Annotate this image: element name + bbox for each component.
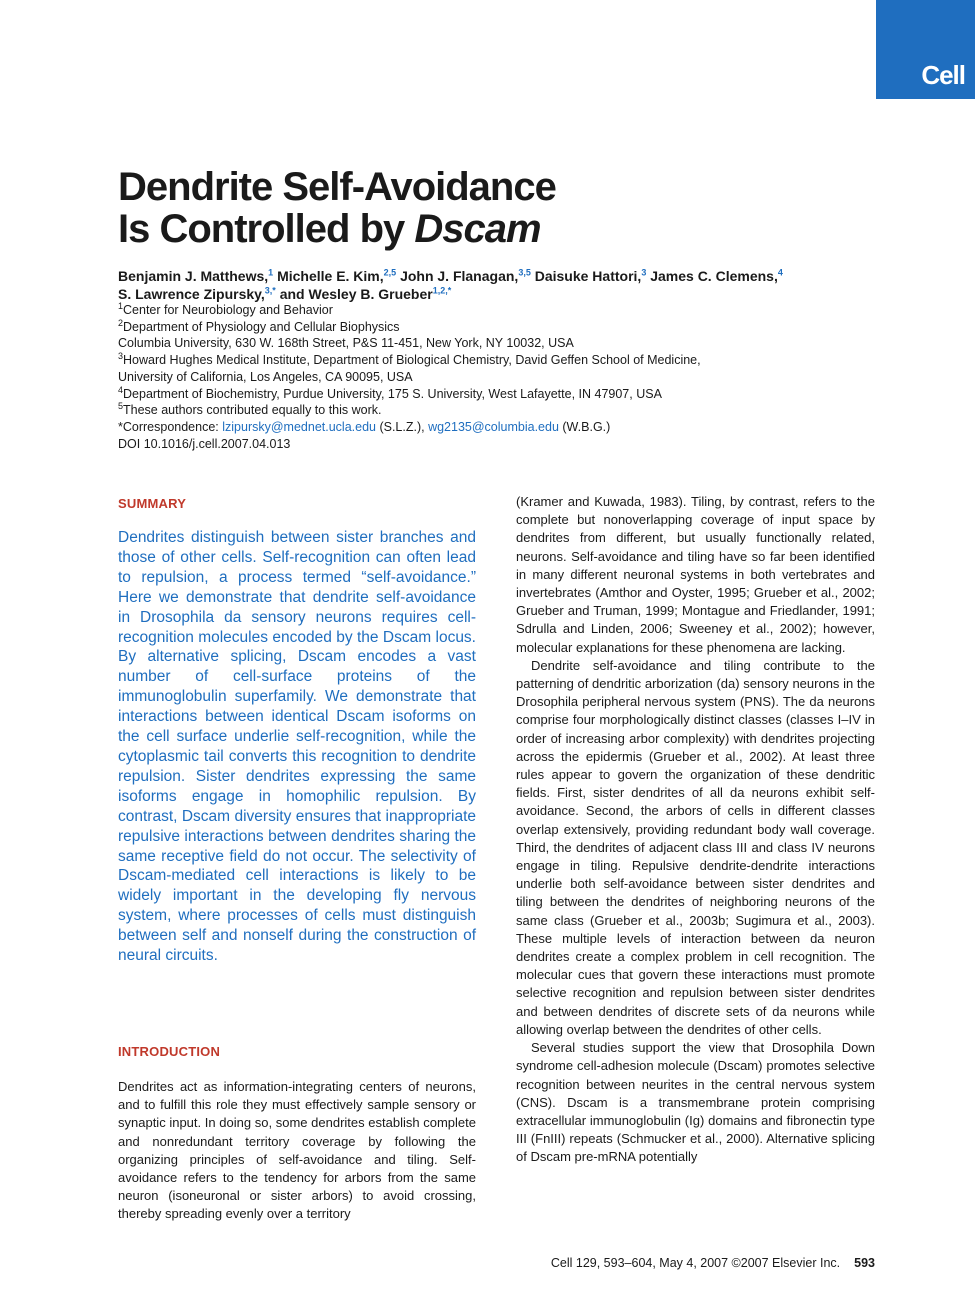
paragraph: Dendrite self-avoidance and tiling contribute to the patterning of dendritic arborization (da) sensory neurons in the Drosophila peripheral nervous system (PNS). The da neurons comprise four morphologically distinct classes (classes I–IV in order of increasing arbor complexity) with dendrites projecting across the epidermis (Grueber et al., 2002). At least three rules appear to govern the organization of these dendritic fields. First, sister dendrites of all da neurons exhibit self-avoidance. Second, the arbors of cells in different classes overlap extensively, providing redundant body wall coverage. Third, the dendrites of adjacent class III and class IV neurons engage in tiling. Repulsive dendrite-dendrite interactions underlie both self-avoidance between sister dendrites and tiling between the dendrites of neighboring neurons of the same class (Grueber et al., 2003b; Sugimura et al., 2003). These multiple levels of interaction between da neuron dendrites create a complex problem in cell recognition. The molecular cues that govern these interactions must promote selective recognition and repulsion between sister dendrites and between dendrites of discrete sets of da neurons while allowing overlap between the dendrites of other cells. <box>516 657 875 1037</box>
citation: Cell 129, 593–604, May 4, 2007 ©2007 Elsevier Inc. <box>550 1256 841 1270</box>
author: Michelle E. Kim, <box>277 268 384 284</box>
journal-badge-label: Cell <box>921 60 965 90</box>
affiliation-text: These authors contributed equally to this work. <box>123 403 382 418</box>
paragraph: (Kramer and Kuwada, 1983). Tiling, by contrast, refers to the complete but nonoverlapping coverage of input space by dendrites from different, but usually functionally related, neurons. Self-avoidance and tiling have so far been identified in many different neuronal systems in both vertebrates and invertebrates (Amthor and Oyster, 1995; Grueber et al., 2002; Grueber and Truman, 1999; Montague and Friedlander, 1991; Sdrulla and Linden, 2006; Sweeney et al., 2002); however, molecular explanations for these phenomena are lacking. <box>516 494 875 655</box>
author: S. Lawrence Zipursky, <box>118 286 265 302</box>
affiliation-text: Howard Hughes Medical Institute, Department of Biological Chemistry, David Geffen School of Medicine, <box>123 353 701 368</box>
summary-text: Dendrites distinguish between sister branches and those of other cells. Self-recognition can often lead to repulsion, a process termed “self-avoidance.” Here we demonstrate that dendrite self-avoidance in Drosophila da sensory neurons requires cell-recognition molecules encoded by the Dscam locus. By alternative splicing, Dscam encodes a vast number of cell-surface proteins of the immunoglobulin superfamily. We demonstrate that interactions between identical Dscam isoforms on the cell surface underlie self-recognition, while the cytoplasmic tail converts this recognition to dendrite repulsion. Sister dendrites expressing the same isoforms engage in homophilic repulsion. By contrast, Dscam diversity ensures that inappropriate repulsive interactions between dendrites sharing the same receptive field do not occur. The selectivity of Dscam-mediated cell interactions is likely to be widely important in the developing fly nervous system, where processes of cells must distinguish between self and nonself during the construction of neural circuits. <box>118 529 476 965</box>
page-number: 593 <box>854 1256 875 1270</box>
article-title <box>118 166 556 250</box>
author-affiliation-marker[interactable]: 1 <box>268 267 274 278</box>
author-affiliation-marker[interactable]: 3,* <box>264 285 276 296</box>
summary-heading: SUMMARY <box>118 496 187 511</box>
affiliation-number: 1 <box>118 300 124 311</box>
affiliation-text: Department of Physiology and Cellular Biophysics <box>123 319 400 334</box>
affiliation-number: 3 <box>118 350 124 361</box>
affiliation-number: 2 <box>118 317 124 328</box>
correspondence-label: *Correspondence: <box>118 419 223 434</box>
correspondence-line <box>118 419 878 436</box>
page-footer <box>551 1256 875 1270</box>
correspondence-initials: (W.B.G.) <box>558 419 611 434</box>
affiliation-number: 4 <box>118 384 124 395</box>
title-line-2-prefix: Is Controlled by <box>118 207 415 251</box>
affiliation-text: Department of Biochemistry, Purdue University, 175 S. University, West Lafayette, IN 47907, USA <box>123 386 662 401</box>
affiliation-line <box>118 352 878 369</box>
author: and Wesley B. Grueber <box>279 286 433 302</box>
affiliation-text: Columbia University, 630 W. 168th Street, P&S 11-451, New York, NY 10032, USA <box>118 336 574 351</box>
paragraph: Several studies support the view that Drosophila Down syndrome cell-adhesion molecule (Dscam) promotes selective recognition between neurites in the central nervous system (CNS). Dscam is a transmembrane protein comprising extracellular immunoglobulin (Ig) domains and fibronectin type III (FnIII) repeats (Schmucker et al., 2000). Alternative splicing of Dscam pre-mRNA potentially <box>516 1040 875 1165</box>
affiliation-line <box>118 319 878 336</box>
affiliation-line <box>118 402 878 419</box>
affiliation-line <box>118 335 878 352</box>
right-column <box>516 493 875 1167</box>
title-line-1: Dendrite Self-Avoidance <box>118 165 556 209</box>
author-affiliation-marker[interactable]: 4 <box>777 267 783 278</box>
author-affiliation-marker[interactable]: 2,5 <box>383 267 397 278</box>
author-affiliation-marker[interactable]: 3,5 <box>518 267 531 278</box>
affiliations <box>118 302 878 452</box>
email-link[interactable]: wg2135@columbia.edu <box>428 419 559 434</box>
author: James C. Clemens, <box>650 268 778 284</box>
affiliation-text: University of California, Los Angeles, CA 90095, USA <box>118 369 413 384</box>
title-line-2-italic: Dscam <box>414 207 541 251</box>
author-affiliation-marker[interactable]: 1,2,* <box>432 285 452 296</box>
affiliation-text: Center for Neurobiology and Behavior <box>123 303 333 317</box>
affiliation-number: 5 <box>118 401 124 412</box>
affiliation-line <box>118 386 878 403</box>
author-list <box>118 267 878 303</box>
correspondence-initials: (S.L.Z.), <box>375 419 429 434</box>
doi: DOI 10.1016/j.cell.2007.04.013 <box>118 436 291 451</box>
author: John J. Flanagan, <box>400 268 519 284</box>
introduction-text: Dendrites act as information-integrating centers of neurons, and to fulfill this role they must effectively sample sensory or synaptic input. In doing so, some dendrites establish complete and nonredundant territory coverage by following the organizing principles of self-avoidance and tiling. Self-avoidance refers to the tendency for arbors from the same neuron (isoneuronal or sister arbors) to avoid crossing, thereby spreading evenly over a territory <box>118 1079 476 1222</box>
journal-badge <box>876 0 975 99</box>
affiliation-line <box>118 302 878 319</box>
author: Benjamin J. Matthews, <box>118 268 269 284</box>
author-affiliation-marker[interactable]: 3 <box>641 267 647 278</box>
email-link[interactable]: lzipursky@mednet.ucla.edu <box>222 419 376 434</box>
affiliation-line <box>118 369 878 386</box>
author: Daisuke Hattori, <box>534 268 642 284</box>
introduction-heading: INTRODUCTION <box>118 1044 221 1059</box>
